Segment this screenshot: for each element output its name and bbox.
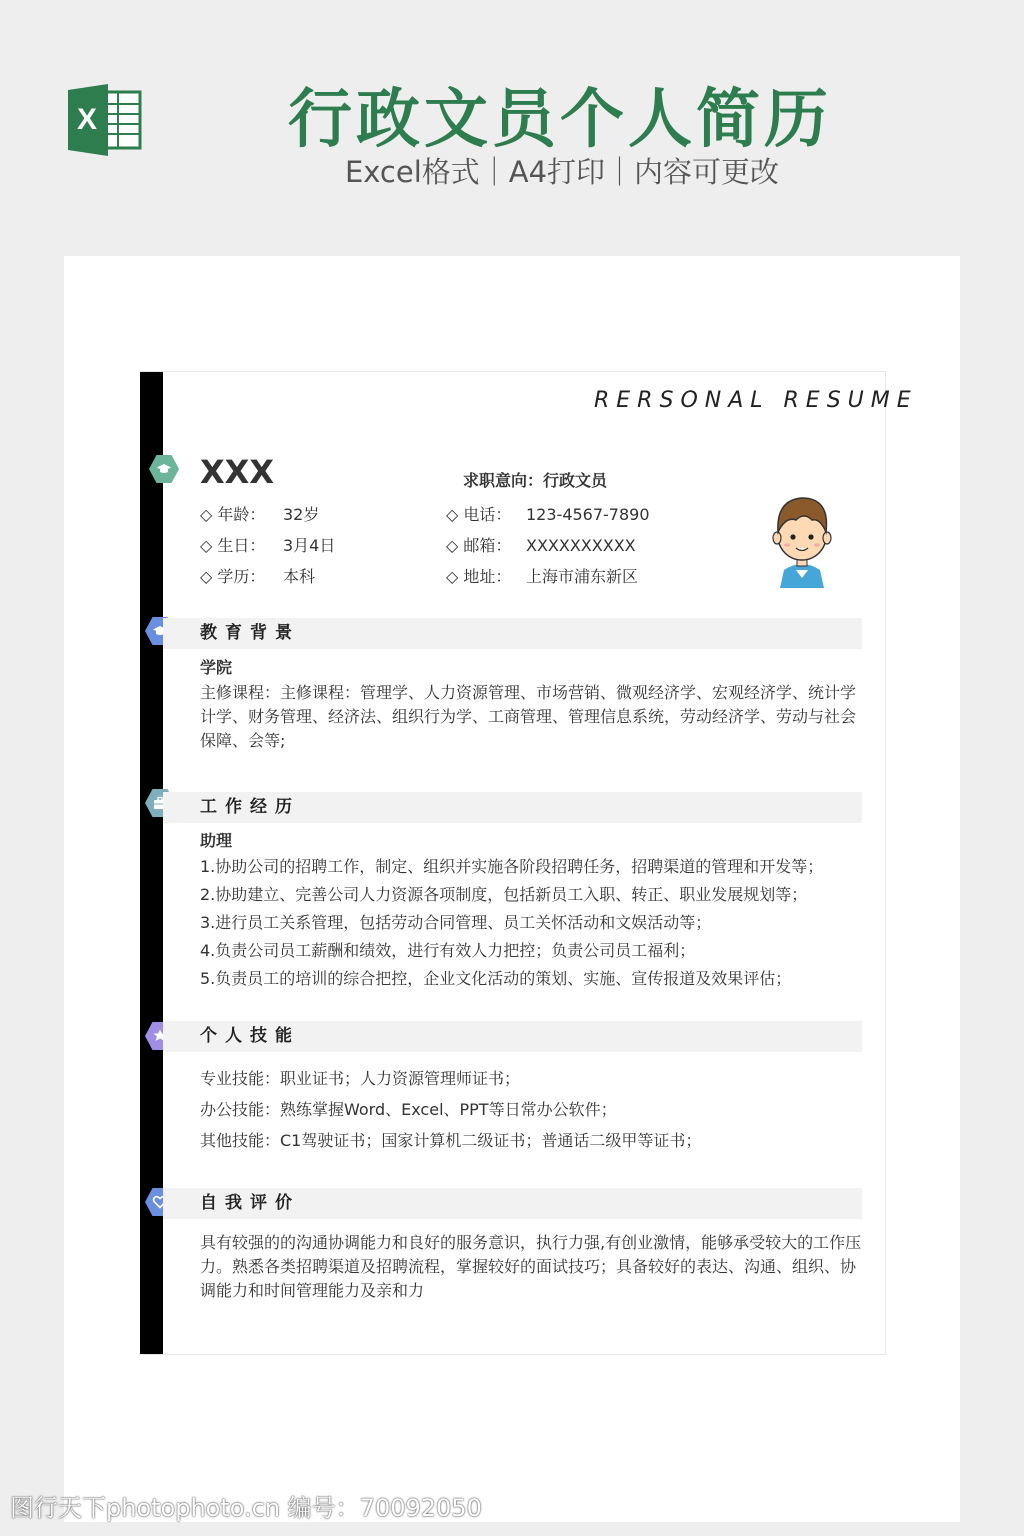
- self-eval-text: 具有较强的的沟通协调能力和良好的服务意识，执行力强,有创业激情，能够承受较大的工作压力。熟悉各类招聘渠道及招聘流程，掌握较好的面试技巧；具备较好的表达、沟通、组织、协调能力和时间管理能力及亲和力: [200, 1233, 862, 1300]
- info-value: 32岁: [283, 505, 320, 524]
- info-label: ◇ 电话：: [446, 505, 512, 524]
- info-value: 本科: [283, 567, 316, 586]
- skill-item: 其他技能：C1驾驶证书；国家计算机二级证书；普通话二级甲等证书；: [200, 1131, 702, 1150]
- education-courses: 主修课程：主修课程：管理学、人力资源管理、市场营销、微观经济学、宏观经济学、统计学计学、财务管理、经济法、组织行为学、工商管理、管理信息系统，劳动经济学、劳动与社会保障、会等;: [200, 683, 857, 750]
- watermark: 图行天下photophoto.cn 编号：70092050: [10, 1494, 482, 1522]
- work-title: 工作经历: [200, 797, 300, 817]
- education-title: 教育背景: [200, 623, 300, 643]
- avatar: [768, 490, 836, 588]
- work-duty: 5.负责员工的培训的综合把控，企业文化活动的策划、实施、宣传报道及效果评估；: [200, 969, 792, 988]
- info-value: XXXXXXXXXX: [526, 536, 636, 555]
- job-objective: 求职意向：行政文员: [463, 471, 608, 490]
- resume-heading-en: RERSONAL RESUME: [594, 388, 918, 413]
- info-label: ◇ 学历：: [200, 567, 266, 586]
- self-eval-title: 自我评价: [200, 1193, 300, 1213]
- info-birthday: [200, 534, 336, 558]
- work-duty: 3.进行员工关系管理，包括劳动合同管理、员工关怀活动和文娱活动等；: [200, 913, 712, 932]
- education-school: 学院: [200, 658, 233, 677]
- svg-text:X: X: [76, 103, 98, 136]
- skill-item: 办公技能：熟练掌握Word、Excel、PPT等日常办公软件；: [200, 1100, 617, 1119]
- info-address: [446, 565, 639, 589]
- skills-title: 个人技能: [200, 1026, 300, 1046]
- work-duty: 4.负责公司员工薪酬和绩效，进行有效人力把控；负责公司员工福利；: [200, 941, 696, 960]
- info-value: 3月4日: [283, 536, 336, 555]
- candidate-name: XXX: [200, 453, 275, 491]
- work-duty: 2.协助建立、完善公司人力资源各项制度，包括新员工入职、转正、职业发展规划等；: [200, 885, 808, 904]
- info-label: ◇ 年龄：: [200, 505, 266, 524]
- info-age: [200, 503, 320, 527]
- skill-item: 专业技能：职业证书；人力资源管理师证书；: [200, 1069, 521, 1088]
- info-label: ◇ 生日：: [200, 536, 266, 555]
- work-duty: 1.协助公司的招聘工作，制定、组织并实施各阶段招聘任务，招聘渠道的管理和开发等；: [200, 857, 824, 876]
- info-value: 上海市浦东新区: [526, 567, 639, 586]
- info-education: [200, 565, 316, 589]
- info-email: [446, 534, 636, 558]
- work-position: 助理: [200, 831, 233, 850]
- info-label: ◇ 地址：: [446, 567, 512, 586]
- info-phone: [446, 503, 650, 527]
- banner-subtitle: Excel格式｜A4打印｜内容可更改: [344, 155, 780, 189]
- info-value: 123-4567-7890: [526, 505, 650, 524]
- banner-title: 行政文员个人简历: [288, 83, 832, 157]
- info-label: ◇ 邮箱：: [446, 536, 512, 555]
